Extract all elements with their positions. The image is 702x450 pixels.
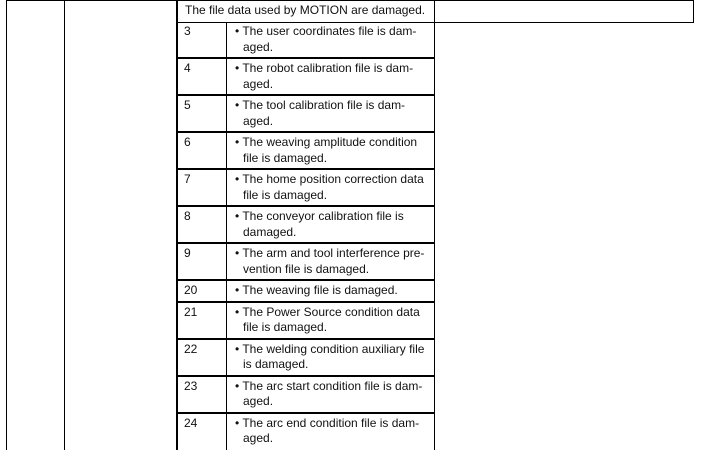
table-row [177,280,435,302]
error-code-cell [177,280,227,302]
error-code-cell [177,132,227,169]
error-description-cell [227,95,436,132]
error-description-cell [227,280,436,302]
section-heading: The file data used by MOTION are damaged. [185,3,426,17]
error-code-cell [177,339,227,376]
error-description-cell [227,206,436,243]
error-code: 22 [184,341,198,356]
error-code: 9 [184,246,191,260]
error-description: • The conveyor calibration file is damaged. [235,209,404,239]
header-top-rule [6,0,694,1]
error-code: 23 [184,378,198,393]
error-code-table [177,22,435,450]
error-code-cell [177,413,227,450]
error-code: 21 [184,304,198,319]
error-code-cell [177,58,227,95]
table-row [177,339,435,376]
table-row [177,376,435,413]
table-row [177,302,435,339]
error-code: 6 [184,135,191,149]
error-code: 24 [184,415,198,430]
error-description-cell [227,339,436,376]
error-code-cell [177,243,227,280]
error-description: • The robot calibration file is dam- aged. [235,61,414,91]
error-description: • The weaving amplitude condition file is damaged. [235,135,418,165]
table-row [177,22,435,58]
error-code: 7 [184,172,191,186]
table-row [177,243,435,280]
error-description-cell [227,243,436,280]
error-code: 5 [184,98,191,112]
table-row [177,132,435,169]
error-description: • The tool calibration file is dam- aged. [235,98,406,128]
error-description: • The welding condition auxiliary file is damaged. [235,341,425,371]
error-code-cell [177,302,227,339]
error-code: 3 [184,24,191,38]
error-code: 20 [184,283,198,297]
table-row [177,413,435,450]
table-row [177,169,435,206]
error-description-cell [227,413,436,450]
error-description: • The arm and tool interference pre- vention file is damaged. [235,246,425,276]
error-code: 8 [184,209,191,223]
error-code: 4 [184,61,191,75]
error-description-cell [227,22,436,58]
error-description-cell [227,169,436,206]
table-row [177,58,435,95]
error-code-cell [177,95,227,132]
error-description: • The arc start condition file is dam- aged. [235,378,423,408]
table-row [177,206,435,243]
error-description-cell [227,376,436,413]
table-rule-left [6,0,7,450]
error-description: • The arc end condition file is dam- aged. [235,415,420,445]
table-rule-2 [64,0,65,450]
error-description-cell [227,132,436,169]
error-description: • The home position correction data file is damaged. [235,172,424,202]
table-rule-right [693,0,694,22]
error-description: • The user coordinates file is dam- aged. [235,24,417,54]
error-description: • The Power Source condition data file is damaged. [235,304,420,334]
error-code-cell [177,376,227,413]
error-code-cell [177,169,227,206]
error-description-cell [227,58,436,95]
error-code-cell [177,22,227,58]
error-description-cell [227,302,436,339]
error-code-cell [177,206,227,243]
error-description: • The weaving file is damaged. [235,283,398,297]
table-row [177,95,435,132]
